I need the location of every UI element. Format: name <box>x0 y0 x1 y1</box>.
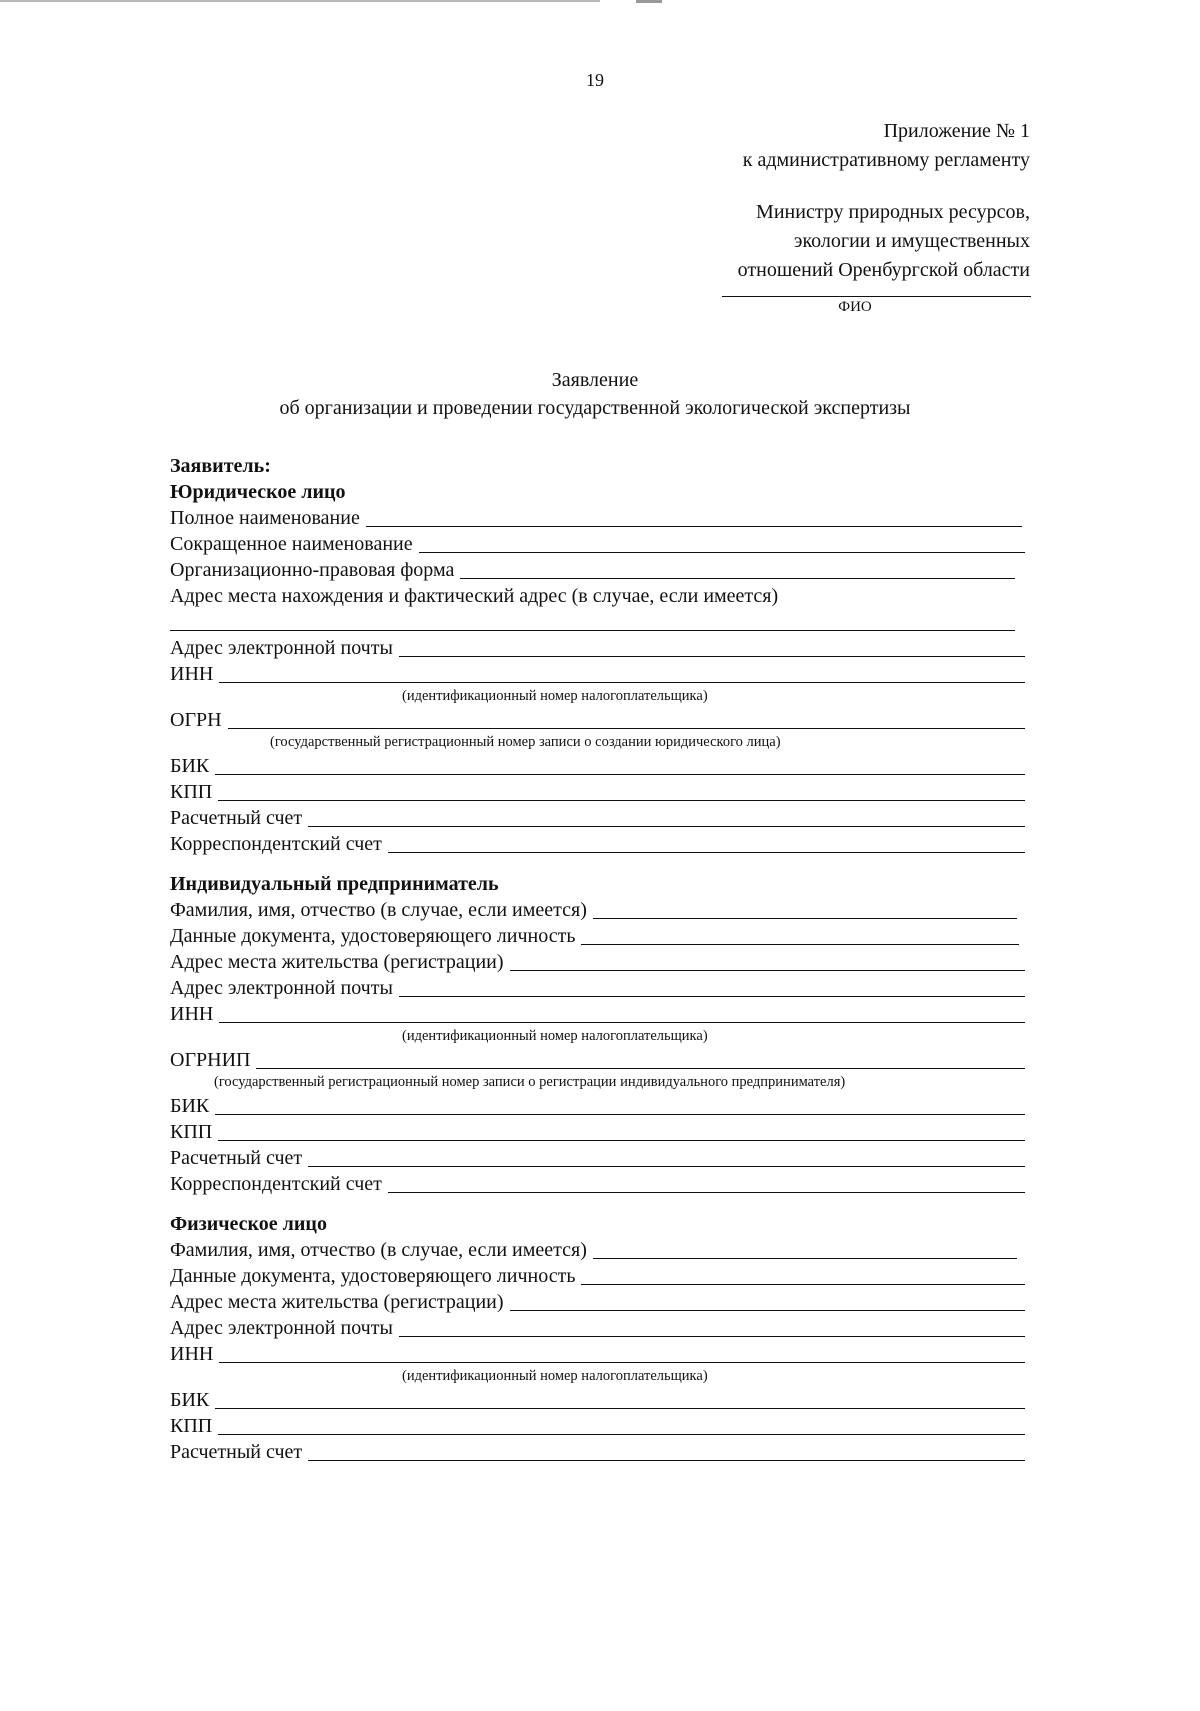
field-label: ИНН <box>170 1003 214 1025</box>
field-label: Фамилия, имя, отчество (в случае, если имеется) <box>170 1239 587 1261</box>
ie-inn-row <box>170 1000 1025 1026</box>
field-label: Полное наименование <box>170 507 360 529</box>
scan-edge-mark <box>0 0 600 2</box>
field-label: Корреспондентский счет <box>170 1173 382 1195</box>
legal-form-field[interactable] <box>460 578 1015 579</box>
np-email-field[interactable] <box>399 1336 1025 1337</box>
np-account-field[interactable] <box>308 1460 1025 1461</box>
legal-inn-field[interactable] <box>219 682 1025 683</box>
appendix-line: Приложение № 1 <box>883 120 1030 142</box>
field-label: БИК <box>170 1389 210 1411</box>
field-label: Фамилия, имя, отчество (в случае, если имеется) <box>170 899 587 921</box>
field-label: Сокращенное наименование <box>170 533 413 555</box>
ie-residence-row <box>170 948 1025 974</box>
addressee-line: экологии и имущественных <box>793 230 1030 252</box>
field-label: БИК <box>170 755 210 777</box>
legal-ogrn-row <box>170 706 1025 732</box>
field-label: Данные документа, удостоверяющего личность <box>170 925 576 947</box>
ie-inn-field[interactable] <box>219 1022 1025 1023</box>
legal-address-row <box>170 608 1025 634</box>
legal-address-field[interactable] <box>170 630 1015 631</box>
scan-edge-mark <box>636 0 662 3</box>
field-label: Данные документа, удостоверяющего личность <box>170 1265 576 1287</box>
ie-id-doc-field[interactable] <box>581 944 1019 945</box>
section-heading-legal-entity: Юридическое лицо <box>170 481 346 503</box>
addressee-line: отношений Оренбургской области <box>737 259 1030 281</box>
np-inn-field[interactable] <box>219 1362 1025 1363</box>
legal-account-field[interactable] <box>308 826 1025 827</box>
legal-bik-row <box>170 752 1025 778</box>
legal-kpp-row <box>170 778 1025 804</box>
legal-short-name-field[interactable] <box>419 552 1025 553</box>
legal-kpp-field[interactable] <box>218 800 1025 801</box>
legal-bik-field[interactable] <box>215 774 1025 775</box>
legal-ogrn-caption: (государственный регистрационный номер записи о создании юридического лица) <box>270 734 781 750</box>
field-label: Адрес электронной почты <box>170 1317 393 1339</box>
field-label: КПП <box>170 781 213 803</box>
ie-residence-field[interactable] <box>510 970 1025 971</box>
field-label: Корреспондентский счет <box>170 833 382 855</box>
field-label: Расчетный счет <box>170 807 303 829</box>
ie-corr-account-row <box>170 1170 1025 1196</box>
legal-email-row <box>170 634 1025 660</box>
field-label: ИНН <box>170 1343 214 1365</box>
ie-ogrnip-caption: (государственный регистрационный номер записи о регистрации индивидуального предпринимателя) <box>214 1074 846 1090</box>
appendix-header <box>743 117 1030 175</box>
field-label: ОГРНИП <box>170 1049 251 1071</box>
np-kpp-row <box>170 1412 1025 1438</box>
np-residence-row <box>170 1288 1025 1314</box>
application-form <box>170 452 1025 1464</box>
title-line: об организации и проведении государственной экологической экспертизы <box>279 397 911 419</box>
ie-kpp-field[interactable] <box>218 1140 1025 1141</box>
legal-email-field[interactable] <box>399 656 1025 657</box>
np-account-row <box>170 1438 1025 1464</box>
legal-form-row <box>170 556 1025 582</box>
ie-account-row <box>170 1144 1025 1170</box>
addressee-line: Министру природных ресурсов, <box>756 201 1030 223</box>
addressee-block <box>738 198 1030 285</box>
legal-full-name-row <box>170 504 1025 530</box>
field-label: Адрес электронной почты <box>170 637 393 659</box>
field-label: Организационно-правовая форма <box>170 559 455 581</box>
legal-inn-row <box>170 660 1025 686</box>
np-email-row <box>170 1314 1025 1340</box>
np-bik-row <box>170 1386 1025 1412</box>
ie-ogrnip-field[interactable] <box>256 1068 1025 1069</box>
np-bik-field[interactable] <box>215 1408 1025 1409</box>
legal-ogrn-field[interactable] <box>228 728 1025 729</box>
field-label: КПП <box>170 1121 213 1143</box>
ie-inn-caption: (идентификационный номер налогоплательщика) <box>402 1028 708 1044</box>
ie-email-row <box>170 974 1025 1000</box>
np-kpp-field[interactable] <box>218 1434 1025 1435</box>
ie-fio-field[interactable] <box>593 918 1017 919</box>
appendix-line: к административному регламенту <box>742 149 1030 171</box>
field-label: Адрес места жительства (регистрации) <box>170 951 504 973</box>
np-inn-caption: (идентификационный номер налогоплательщика) <box>402 1368 708 1384</box>
ie-email-field[interactable] <box>399 996 1025 997</box>
legal-inn-caption: (идентификационный номер налогоплательщика) <box>402 688 708 704</box>
field-label: КПП <box>170 1415 213 1437</box>
field-label: ИНН <box>170 663 214 685</box>
section-heading-natural-person: Физическое лицо <box>170 1213 327 1235</box>
ie-bik-row <box>170 1092 1025 1118</box>
field-label: Расчетный счет <box>170 1147 303 1169</box>
title-line: Заявление <box>551 369 639 391</box>
legal-corr-account-field[interactable] <box>388 852 1025 853</box>
field-label: Адрес электронной почты <box>170 977 393 999</box>
fio-caption: ФИО <box>838 299 872 315</box>
ie-account-field[interactable] <box>308 1166 1025 1167</box>
ie-ogrnip-row <box>170 1046 1025 1072</box>
addressee-fio-field[interactable] <box>722 296 1031 297</box>
ie-corr-account-field[interactable] <box>388 1192 1025 1193</box>
np-id-doc-row <box>170 1262 1025 1288</box>
field-label: БИК <box>170 1095 210 1117</box>
np-fio-row <box>170 1236 1025 1262</box>
document-title <box>0 366 1190 422</box>
np-id-doc-field[interactable] <box>581 1284 1025 1285</box>
ie-fio-row <box>170 896 1025 922</box>
ie-kpp-row <box>170 1118 1025 1144</box>
ie-id-doc-row <box>170 922 1025 948</box>
legal-account-row <box>170 804 1025 830</box>
field-label: ОГРН <box>170 709 222 731</box>
field-label: Адрес места нахождения и фактический адрес (в случае, если имеется) <box>170 585 779 607</box>
ie-bik-field[interactable] <box>215 1114 1025 1115</box>
np-inn-row <box>170 1340 1025 1366</box>
np-fio-field[interactable] <box>593 1258 1017 1259</box>
section-heading-entrepreneur: Индивидуальный предприниматель <box>170 873 499 895</box>
legal-address-label-row <box>170 582 1025 608</box>
applicant-label: Заявитель: <box>170 455 271 477</box>
legal-short-name-row <box>170 530 1025 556</box>
legal-full-name-field[interactable] <box>366 526 1022 527</box>
field-label: Адрес места жительства (регистрации) <box>170 1291 504 1313</box>
legal-corr-account-row <box>170 830 1025 856</box>
page-number: 19 <box>586 70 604 90</box>
field-label: Расчетный счет <box>170 1441 303 1463</box>
np-residence-field[interactable] <box>510 1310 1025 1311</box>
